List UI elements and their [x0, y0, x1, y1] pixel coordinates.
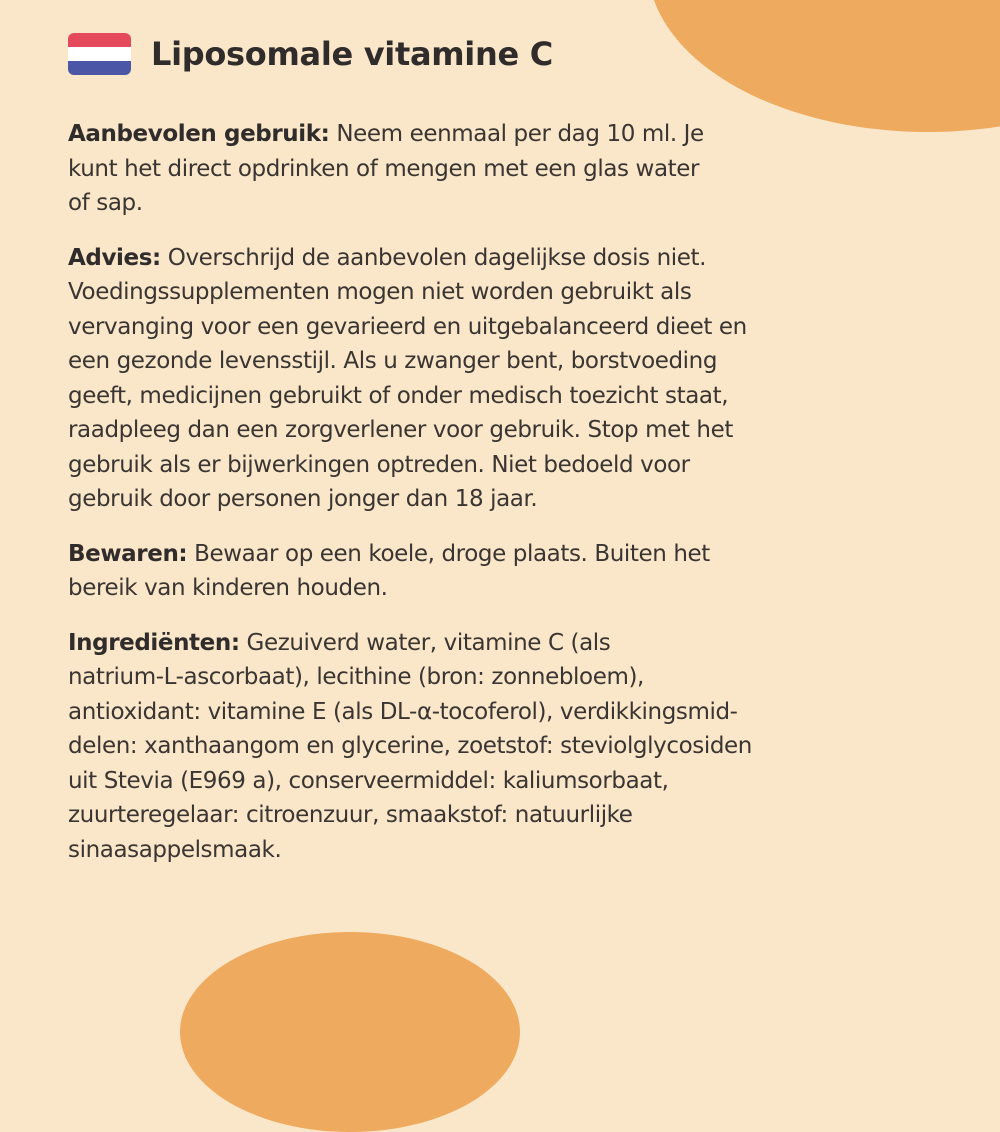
text-line: kunt het direct opdrinken of mengen met een glas water	[68, 155, 700, 182]
text-line: Overschrijd de aanbevolen dagelijkse dosis niet.	[160, 244, 707, 271]
text-line: Neem eenmaal per dag 10 ml. Je	[329, 121, 704, 147]
section-ingredients	[68, 626, 888, 868]
text-line: delen: xanthaangom en glycerine, zoetstof: steviolglycosiden	[68, 733, 752, 759]
text-line: uit Stevia (E969 a), conserveermiddel: kaliumsorbaat,	[68, 767, 669, 794]
text-line: natrium-L-ascorbaat), lecithine (bron: zonnebloem),	[68, 664, 644, 690]
text-line: Bewaar op een koele, droge plaats. Buiten het	[187, 540, 710, 567]
text-line: zuurteregelaar: citroenzuur, smaakstof: natuurlijke	[68, 802, 633, 828]
page-title: Liposomale vitamine C	[151, 35, 553, 73]
product-info	[68, 117, 888, 887]
text-line: sinaasappelsmaak.	[68, 836, 282, 863]
section-recommended-use	[68, 117, 888, 221]
text-line: bereik van kinderen houden.	[68, 575, 388, 601]
text-line: antioxidant: vitamine E (als DL-α-tocoferol), verdikkingsmid-	[68, 698, 738, 725]
decorative-circle-bottom	[180, 932, 520, 1132]
section-storage	[68, 537, 888, 606]
text-line: vervanging voor een gevarieerd en uitgebalanceerd dieet en	[68, 313, 747, 340]
text-line: raadpleeg dan een zorgverlener voor gebruik. Stop met het	[68, 417, 733, 443]
text-line: een gezonde levensstijl. Als u zwanger bent, borstvoeding	[68, 348, 718, 374]
text-line: gebruik door personen jonger dan 18 jaar.	[68, 486, 538, 512]
header	[68, 33, 553, 75]
text-line: gebruik als er bijwerkingen optreden. Niet bedoeld voor	[68, 451, 690, 478]
text-line: geeft, medicijnen gebruikt of onder medisch toezicht staat,	[68, 382, 729, 409]
section-label: Bewaren:	[68, 540, 188, 567]
decorative-circle-top-right	[648, 0, 1000, 132]
section-label: Advies:	[68, 244, 161, 271]
text-line: Gezuiverd water, vitamine C (als	[239, 629, 611, 656]
text-line: Voedingssupplementen mogen niet worden gebruikt als	[68, 279, 692, 305]
section-label: Ingrediënten:	[68, 629, 240, 656]
section-advice	[68, 241, 888, 517]
netherlands-flag-icon	[68, 33, 131, 75]
section-label: Aanbevolen gebruik:	[68, 121, 330, 147]
text-line: of sap.	[68, 190, 143, 216]
